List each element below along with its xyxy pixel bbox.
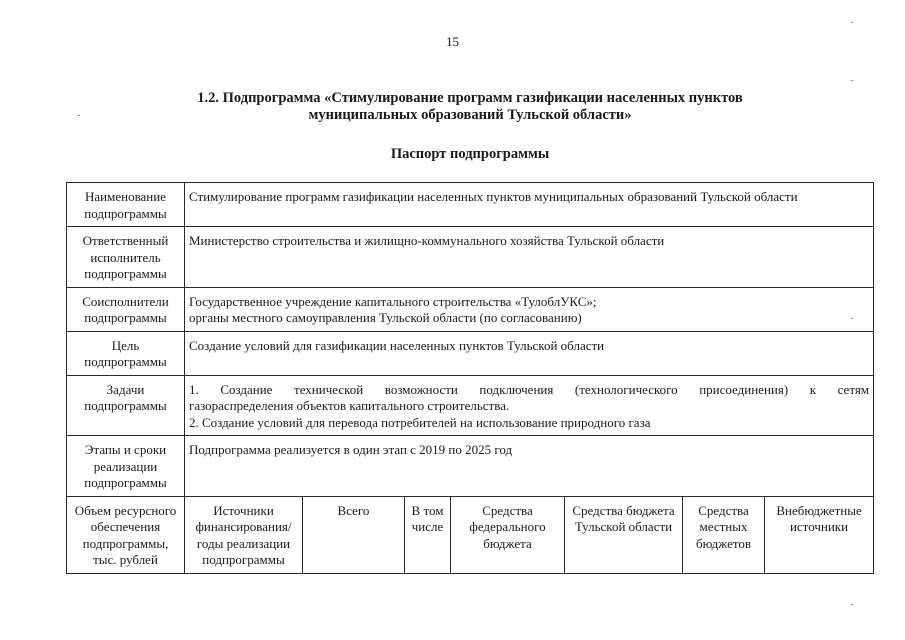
funding-col-regional: Средства бюджета Тульской области: [565, 496, 683, 573]
row-coexecutors-value: [185, 287, 874, 331]
row-goal: [67, 331, 874, 375]
scan-speck: [851, 318, 853, 319]
passport-title: Паспорт подпрограммы: [390, 146, 550, 162]
scan-speck: [851, 604, 853, 605]
row-name-value: Стимулирование программ газификации населенных пунктов муниципальных образований Тульской области: [185, 183, 874, 227]
row-stages: [67, 436, 874, 497]
task-1-line-1: 1. Создание технической возможности подключения (технологического присоединения) к сетям: [189, 381, 870, 397]
funding-col-total: Всего: [303, 496, 405, 573]
task-1-line-2: газораспределения объектов капитального строительства.: [189, 398, 510, 413]
page-number: 15: [446, 34, 459, 49]
row-funding: [67, 496, 874, 573]
row-stages-label: Этапы и сроки реализации подпрограммы: [67, 436, 185, 497]
scan-speck: [851, 80, 853, 81]
row-tasks-value: [185, 375, 874, 436]
row-responsible-label: Ответственный исполнитель подпрограммы: [67, 227, 185, 288]
scan-speck: [851, 22, 853, 23]
row-tasks: [67, 375, 874, 436]
scan-speck: [78, 115, 80, 116]
funding-col-federal: Средства федерального бюджета: [451, 496, 565, 573]
row-stages-value: Подпрограмма реализуется в один этап с 2019 по 2025 год: [185, 436, 874, 497]
row-name: [67, 183, 874, 227]
heading-line-1: 1.2. Подпрограмма «Стимулирование программ газификации населенных пунктов: [197, 90, 743, 106]
task-2: 2. Создание условий для перевода потребителей на использование природного газа: [189, 414, 651, 430]
funding-col-local: Средства местных бюджетов: [683, 496, 765, 573]
row-tasks-label: Задачи подпрограммы: [67, 375, 185, 436]
row-responsible-value: Министерство строительства и жилищно-коммунального хозяйства Тульской области: [185, 227, 874, 288]
row-goal-value: Создание условий для газификации населенных пунктов Тульской области: [185, 331, 874, 375]
row-goal-label: Цель подпрограммы: [67, 331, 185, 375]
coexecutor-1: Государственное учреждение капитального строительства «ТулоблУКС»;: [189, 293, 597, 309]
row-coexecutors: [67, 287, 874, 331]
coexecutor-2: органы местного самоуправления Тульской области (по согласованию): [189, 310, 582, 325]
heading-line-2: муниципальных образований Тульской области»: [308, 107, 632, 123]
passport-table: [66, 182, 874, 574]
funding-col-extrabudgetary: Внебюджетные источники: [765, 496, 874, 573]
subprogram-heading: [60, 90, 880, 124]
row-responsible: [67, 227, 874, 288]
row-name-label: Наименование подпрограммы: [67, 183, 185, 227]
row-funding-label: Объем ресурсного обеспечения подпрограммы, тыс. рублей: [67, 496, 185, 573]
row-coexecutors-label: Соисполнители подпрограммы: [67, 287, 185, 331]
funding-col-sources: Источники финансирования/ годы реализации подпрограммы: [185, 496, 303, 573]
funding-col-including: В том числе: [405, 496, 451, 573]
